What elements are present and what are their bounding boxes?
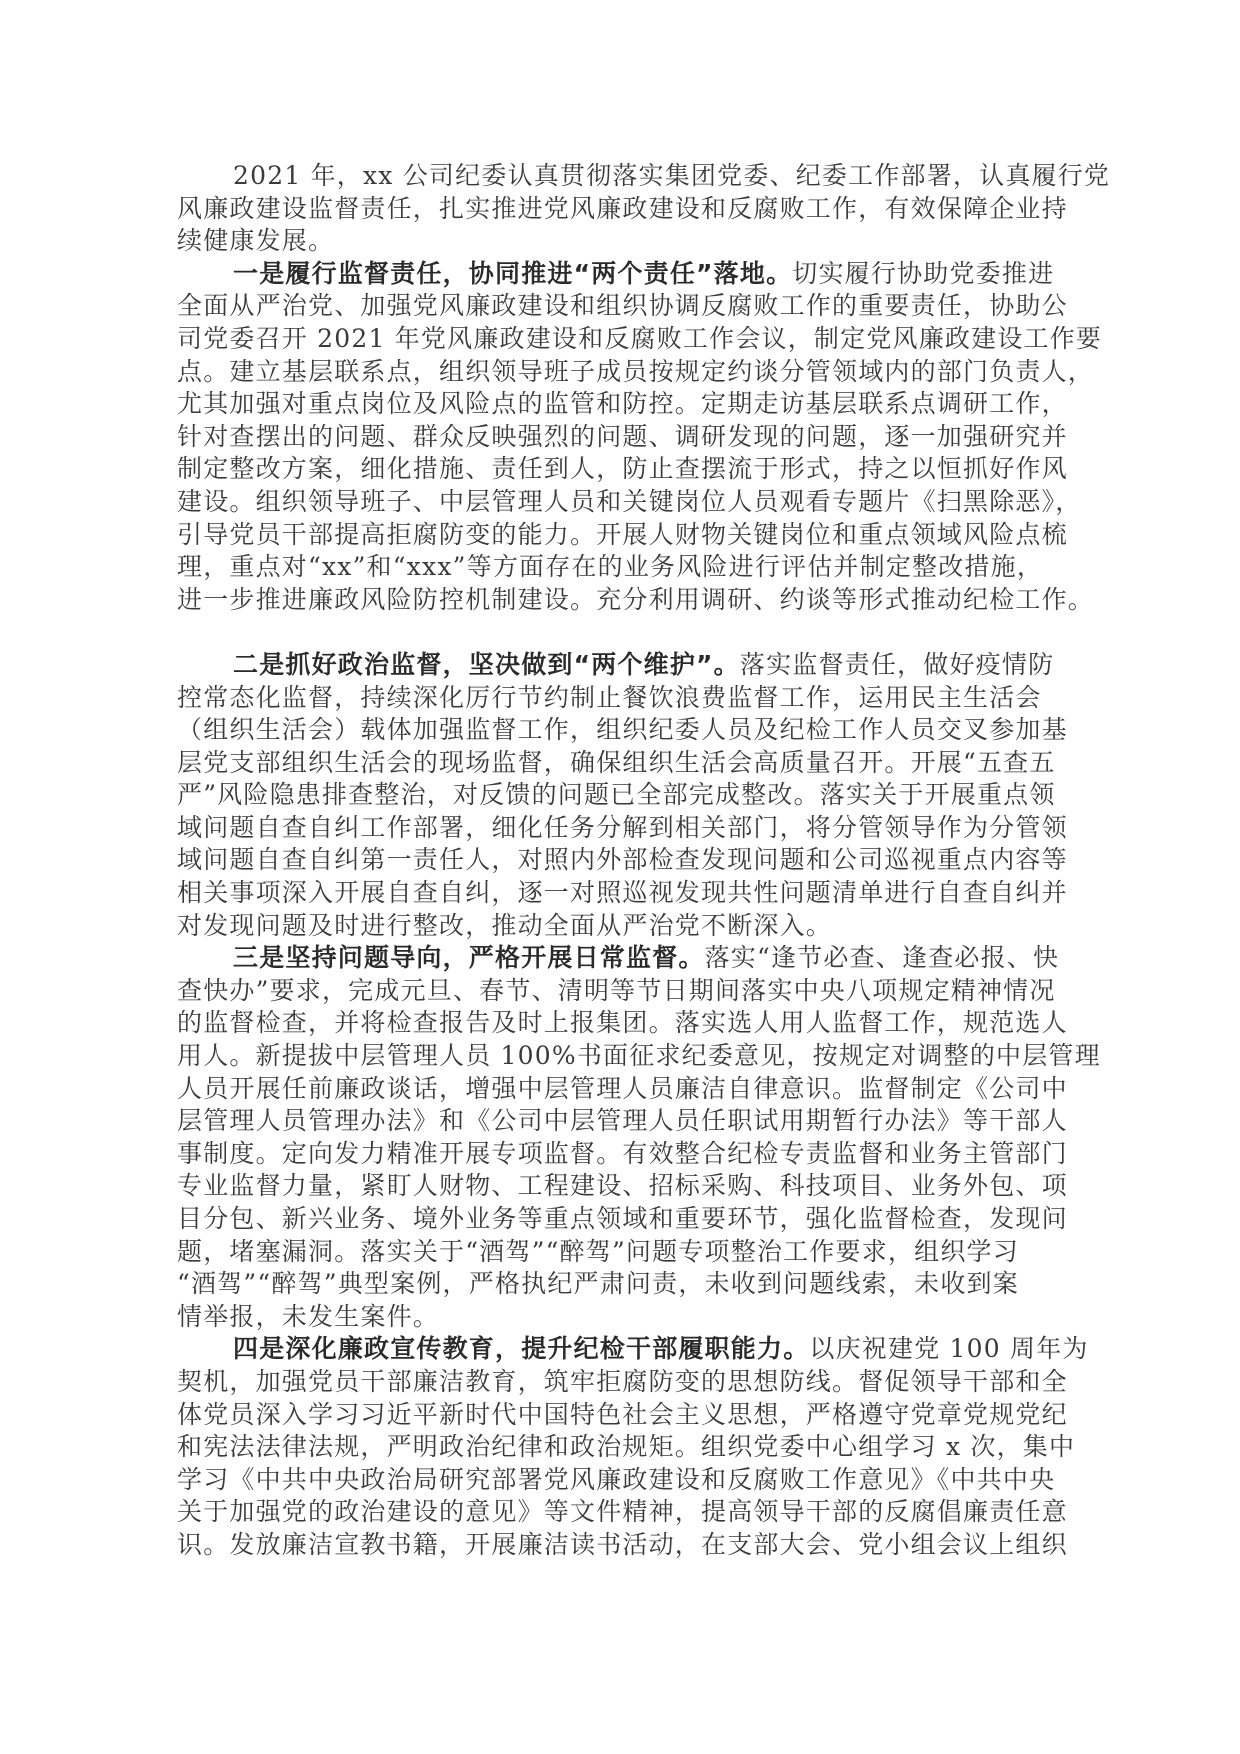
text-line: 风廉政建设监督责任，扎实推进党风廉政建设和反腐败工作，有效保障企业持 [177,193,1068,223]
text-line: 司党委召开 2021 年党风廉政建设和反腐败工作会议，制定党风廉政建设工作要 [177,323,1103,353]
text-line: 理，重点对“xx”和“xxx”等方面存在的业务风险进行评估并制定整改措施， [177,552,1044,582]
text-line: 建设。组织领导班子、中层管理人员和关键岗位人员观看专题片《扫黑除恶》， [177,486,1082,516]
text-line: 的监督检查，并将检查报告及时上报集团。落实选人用人监督工作，规范选人 [177,1008,1068,1038]
text-line: “酒驾”“醉驾”典型案例，严格执纪严肃问责，未收到问题线索，未收到案 [177,1269,1019,1299]
text-run: 切实履行协助党委推进 [792,258,1055,288]
text-line: 续健康发展。 [177,226,335,256]
text-line: 事制度。定向发力精准开展专项监督。有效整合纪检专责监督和业务主管部门 [177,1138,1068,1168]
text-run: 落实“逢节必查、逢查必报、快 [704,943,1060,973]
text-line: 全面从严治党、加强党风廉政建设和组织协调反腐败工作的重要责任，协助公 [177,291,1068,321]
text-line: 层管理人员管理办法》和《公司中层管理人员任职试用期暂行办法》等干部人 [177,1106,1068,1136]
text-line: 关于加强党的政治建设的意见》等文件精神，提高领导干部的反腐倡廉责任意 [177,1497,1068,1527]
text-line: 引导党员干部提高拒腐防变的能力。开展人财物关键岗位和重点领域风险点梳 [177,519,1068,549]
text-line: 制定整改方案，细化措施、责任到人，防止查摆流于形式，持之以恒抓好作风 [177,454,1068,484]
paragraph-1 [177,258,1103,617]
text-line: 识。发放廉洁宣教书籍，开展廉洁读书活动，在支部大会、党小组会议上组织 [177,1529,1068,1559]
text-line: 情举报，未发生案件。 [177,1301,440,1331]
text-line: （组织生活会）载体加强监督工作，组织纪委人员及纪检工作人员交叉参加基 [177,715,1068,745]
text-line: 题，堵塞漏洞。落实关于“酒驾”“醉驾”问题专项整治工作要求，组织学习 [177,1236,1019,1266]
paragraph-first-line [177,942,1060,975]
section-heading: 二是抓好政治监督，坚决做到“两个维护”。 [233,649,740,679]
text-line: 进一步推进廉政风险防控机制建设。充分利用调研、约谈等形式推动纪检工作。 [177,584,1095,614]
blank-line [177,616,1057,649]
paragraph-first-line [177,649,1057,682]
paragraph-3 [177,942,1101,1333]
section-heading: 三是坚持问题导向，严格开展日常监督。 [233,943,705,973]
paragraph-intro [177,160,1111,258]
text-run: 以庆祝建党 100 周年为 [809,1334,1089,1364]
text-line: 相关事项深入开展自查自纠，逐一对照巡视发现共性问题清单进行自查自纠并 [177,878,1068,908]
document-page [177,160,1111,1562]
text-line: 针对查摆出的问题、群众反映强烈的问题、调研发现的问题，逐一加强研究并 [177,421,1068,451]
text-line: 对发现问题及时进行整改，推动全面从严治党不断深入。 [177,910,833,940]
paragraph-first-line [177,1333,1089,1366]
text-line: 控常态化监督，持续深化厉行节约制止餐饮浪费监督工作，运用民主生活会 [177,682,1042,712]
section-heading: 一是履行监督责任，协同推进“两个责任”落地。 [233,258,793,288]
paragraph-4 [177,1333,1089,1561]
text-line: 体党员深入学习习近平新时代中国特色社会主义思想，严格遵守党章党规党纪 [177,1399,1068,1429]
paragraph-first-line [177,258,1057,291]
paragraph-2 [177,649,1068,942]
text-line: 查快办”要求，完成元旦、春节、清明等节日期间落实中央八项规定精神情况 [177,975,1056,1005]
text-line: 点。建立基层联系点，组织领导班子成员按规定约谈分管领域内的部门负责人， [177,356,1095,386]
text-run: 落实监督责任，做好疫情防 [739,649,1055,679]
section-heading: 四是深化廉政宣传教育，提升纪检干部履职能力。 [233,1334,810,1364]
text-line: 层党支部组织生活会的现场监督，确保组织生活会高质量召开。开展“五查五 [177,747,1056,777]
text-line: 用人。新提拔中层管理人员 100%书面征求纪委意见，按规定对调整的中层管理 [177,1041,1101,1071]
text-line: 契机，加强党员干部廉洁教育，筑牢拒腐防变的思想防线。督促领导干部和全 [177,1366,1068,1396]
text-line: 尤其加强对重点岗位及风险点的监管和防控。定期走访基层联系点调研工作， [177,389,1068,419]
text-line: 人员开展任前廉政谈话，增强中层管理人员廉洁自律意识。监督制定《公司中 [177,1073,1068,1103]
text-line: 学习《中共中央政治局研究部署党风廉政建设和反腐败工作意见》《中共中央 [177,1464,1056,1494]
text-line: 域问题自查自纠第一责任人，对照内外部检查发现问题和公司巡视重点内容等 [177,845,1068,875]
text-line: 域问题自查自纠工作部署，细化任务分解到相关部门，将分管领导作为分管领 [177,812,1068,842]
text-line: 目分包、新兴业务、境外业务等重点领域和重要环节，强化监督检查，发现问 [177,1204,1068,1233]
text-line: 和宪法法律法规，严明政治纪律和政治规矩。组织党委中心组学习 x 次，集中 [177,1432,1076,1462]
text-line: 严”风险隐患排查整治，对反馈的问题已全部完成整改。落实关于开展重点领 [177,780,1056,810]
text-line: 2021 年，xx 公司纪委认真贯彻落实集团党委、纪委工作部署，认真履行党 [233,161,1111,190]
text-line: 专业监督力量，紧盯人财物、工程建设、招标采购、科技项目、业务外包、项 [177,1171,1068,1201]
